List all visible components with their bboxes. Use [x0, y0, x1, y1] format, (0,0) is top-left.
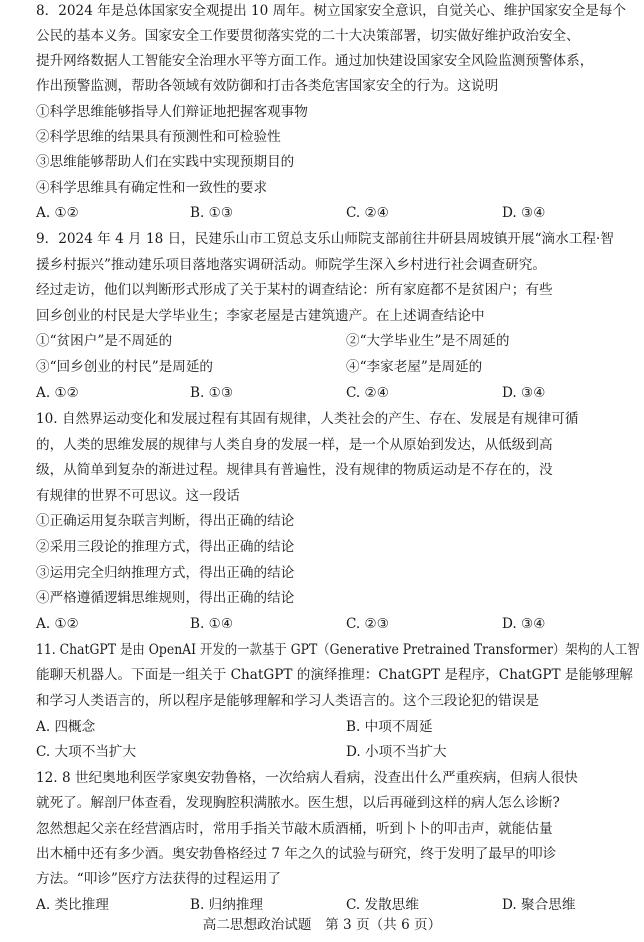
option-c[interactable]: C. ②③	[346, 616, 389, 632]
option-d[interactable]: D. ③④	[502, 616, 546, 632]
statement-item: ③思维能够帮助人们在实践中实现预期目的	[36, 154, 295, 170]
statement-item: ④科学思维具有确定性和一致性的要求	[36, 180, 268, 196]
option-d[interactable]: D. ③④	[502, 205, 546, 221]
question-stem-line: 9．2024 年 4 月 18 日，民建乐山市工贸总支乐山师院支部前往井研县周坡镇开展“滴水工程·智	[36, 231, 614, 247]
question-stem-line: 和学习人类语言的，所以程序是能够理解和学习人类语言的。这个三段论犯的错误是	[36, 693, 539, 709]
option-b[interactable]: B. ①③	[190, 205, 234, 221]
option-b[interactable]: B. ①③	[190, 385, 234, 401]
option-d[interactable]: D. 小项不当扩大	[346, 744, 447, 760]
statement-item: ①科学思维能够指导人们辩证地把握客观事物	[36, 104, 308, 120]
option-a[interactable]: A. ①②	[36, 616, 79, 632]
statement-item: ④严格遵循逻辑思维规则，得出正确的结论	[36, 590, 295, 606]
option-c[interactable]: C. ②④	[346, 205, 389, 221]
question-stem-line: 12. 8 世纪奥地利医学家奥安勃鲁格，一次给病人看病，没查出什么严重疾病，但病人很快	[36, 770, 578, 786]
statement-item: ④“李家老屋”是周延的	[346, 359, 483, 375]
statement-item: ②采用三段论的推理方式，得出正确的结论	[36, 539, 295, 555]
question-stem-line: 公民的基本义务。国家安全工作要贯彻落实党的二十大决策部署，切实做好维护政治安全、	[36, 28, 580, 44]
question-stem-line: 提升网络数据人工智能安全治理水平等方面工作。通过加快建设国家安全风险监测预警体系，	[36, 53, 594, 69]
question-stem-line: 忽然想起父亲在经营酒店时，常用手指关节敲木质酒桶，听到卜卜的叩击声，就能估量	[36, 821, 553, 837]
statement-item: ②科学思维的结果具有预测性和可检验性	[36, 129, 281, 145]
question-stem-line: 作出预警监测，帮助各领域有效防御和打击各类危害国家安全的行为。这说明	[36, 78, 499, 94]
statement-item: ①“贫困户”是不周延的	[36, 333, 173, 349]
option-d[interactable]: D. 聚合思维	[502, 897, 576, 913]
option-a[interactable]: A. ①②	[36, 385, 79, 401]
question-stem-line: 出木桶中还有多少酒。奥安勃鲁格经过 7 年之久的试验与研究，终于发明了最早的叩诊	[36, 846, 557, 862]
statement-item: ①正确运用复杂联言判断，得出正确的结论	[36, 513, 295, 529]
question-stem-line: 方法。“叩诊”医疗方法获得的过程运用了	[36, 871, 281, 887]
option-c[interactable]: C. 大项不当扩大	[36, 744, 137, 760]
option-b[interactable]: B. 中项不周延	[346, 719, 433, 735]
question-stem-line: 援乡村振兴”推动建乐项目落地落实调研活动。师院学生深入乡村进行社会调查研究。	[36, 257, 546, 273]
question-stem-line: 经过走访，他们以判断形式形成了关于某村的调查结论：所有家庭都不是贫困户；有些	[36, 282, 553, 298]
statement-item: ③运用完全归纳推理方式，得出正确的结论	[36, 565, 295, 581]
option-a[interactable]: A. 类比推理	[36, 897, 109, 913]
question-stem-line: 能聊天机器人。下面是一组关于 ChatGPT 的演绎推理：ChatGPT 是程序，ChatGPT 是能够理解	[36, 667, 633, 683]
question-stem-line: 级，从简单到复杂的渐进过程。规律具有普遍性，没有规律的物质运动是不存在的，没	[36, 462, 553, 478]
option-a[interactable]: A. 四概念	[36, 719, 96, 735]
option-b[interactable]: B. ①④	[190, 616, 234, 632]
option-c[interactable]: C. ②④	[346, 385, 389, 401]
question-stem-line: 有规律的世界不可思议。这一段话	[36, 488, 240, 504]
question-stem-line: 10. 自然界运动变化和发展过程有其固有规律，人类社会的产生、存在、发展是有规律可循	[36, 411, 579, 427]
question-stem-line: 的，人类的思维发展的规律与人类自身的发展一样，是一个从原始到发达，从低级到高	[36, 437, 553, 453]
page-footer: 高二思想政治试题 第 3 页（共 6 页）	[202, 917, 442, 933]
question-stem-line: 8．2024 年是总体国家安全观提出 10 周年。树立国家安全意识，自觉关心、维护国家安全是每个	[36, 3, 627, 19]
option-c[interactable]: C. 发散思维	[346, 897, 419, 913]
option-b[interactable]: B. 归纳推理	[190, 897, 264, 913]
option-d[interactable]: D. ③④	[502, 385, 546, 401]
question-stem-line: 回乡创业的村民是大学毕业生；李家老屋是古建筑遗产。在上述调查结论中	[36, 308, 485, 324]
statement-item: ③“回乡创业的村民”是周延的	[36, 359, 214, 375]
question-stem-line: 就死了。解剖尸体查看，发现胸腔积满脓水。医生想，以后再碰到这样的病人怎么诊断?	[36, 795, 560, 811]
question-stem-line: 11. ChatGPT 是由 OpenAI 开发的一款基于 GPT（Generative Pretrained Transformer）架构的人工智	[36, 642, 640, 658]
option-a[interactable]: A. ①②	[36, 205, 79, 221]
statement-item: ②“大学毕业生”是不周延的	[346, 333, 510, 349]
